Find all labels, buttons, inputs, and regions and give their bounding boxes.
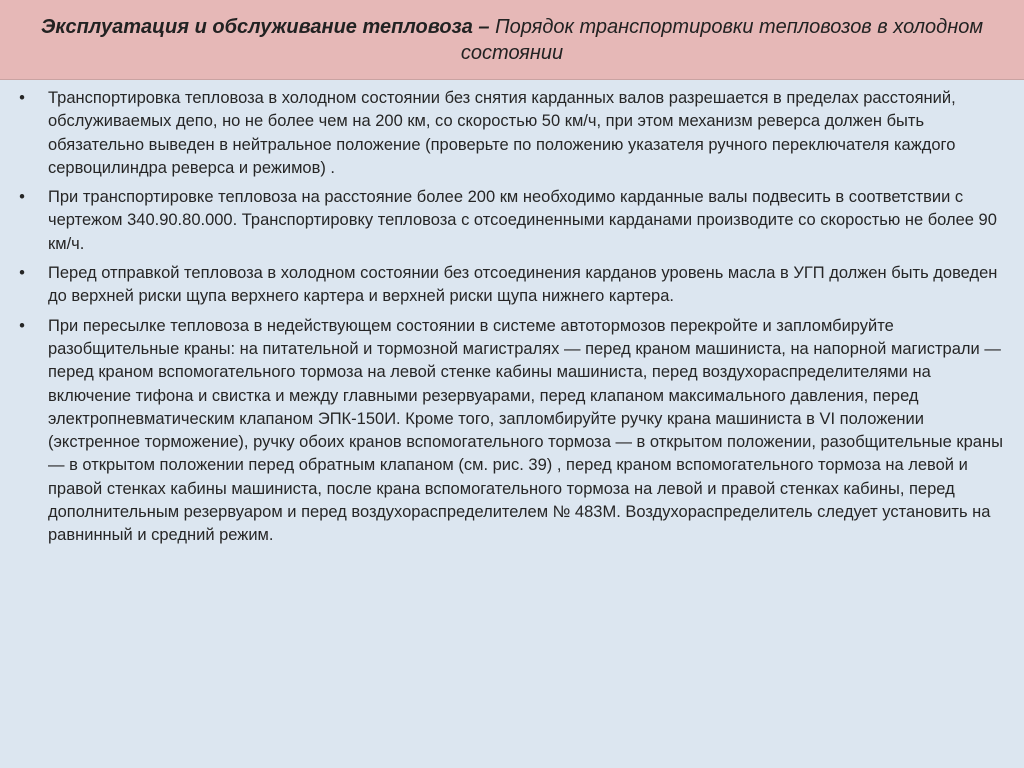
bullet-item xyxy=(16,315,1014,548)
bullet-item xyxy=(16,87,1014,180)
bullet-item xyxy=(16,186,1014,256)
bullet-text: Транспортировка тепловоза в холодном состоянии без снятия карданных валов разрешается в пределах расстояний, обслуживаемых депо, но не более чем на 200 км, со скоростью 50 км/ч, при этом механизм реверса должен быть обязательно выведен в нейтральное положение (проверьте по положению указателя ручного переключателя каждого сервоцилиндра реверса и режимов) . xyxy=(48,89,956,177)
bullet-icon: • xyxy=(19,188,25,207)
bullet-text: При транспортировке тепловоза на расстояние более 200 км необходимо карданные валы подвесить в соответствии с чертежом 340.90.80.000. Транспортировку тепловоза с отсоединенными карданами производите со скоростью не более 90 км/ч. xyxy=(48,188,997,253)
title-bar xyxy=(0,0,1024,80)
title-rest-part: Порядок транспортировки тепловозов в холодном состоянии xyxy=(460,16,984,64)
title-bold-part: Эксплуатация и обслуживание тепловоза – xyxy=(40,16,490,38)
content-area xyxy=(0,80,1024,768)
bullet-icon: • xyxy=(19,264,25,283)
bullet-icon: • xyxy=(19,89,25,107)
bullet-icon: • xyxy=(19,316,25,335)
bullet-list xyxy=(16,87,1014,548)
bullet-item xyxy=(16,262,1014,309)
bullet-text: Перед отправкой тепловоза в холодном состоянии без отсоединения карданов уровень масла в УГП должен быть доведен до верхней риски щупа верхнего картера и верхней риски щупа нижнего картера. xyxy=(48,264,998,306)
slide-title xyxy=(40,14,984,66)
bullet-text: При пересылке тепловоза в недействующем состоянии в системе автотормозов перекройте и запломбируйте разобщительные краны: на питательной и тормозной магистралях — перед краном машиниста, на напорной магистрали — перед краном вспомогательного тормоза на левой стенке кабины машиниста, перед воздухораспределителями на включение тифона и свистка и между главными резервуарами, перед клапаном максимального давления, перед электропневматическим клапаном ЭПК-150И. Кроме того, запломбируйте ручку крана машиниста в VI положении (экстренное торможение), ручку обоих кранов вспомогательного тормоза — в открытом положении, разобщительные краны — в открытом положении перед обратным клапаном (см. рис. 39) , перед краном вспомогательного тормоза на левой и правой стенках кабины машиниста, после крана вспомогательного тормоза на левой и правой стенках кабины, перед дополнительным резервуаром и перед воздухораспределителем № 483М. Воздухораспределитель следует установить на равнинный и средний режим. xyxy=(48,316,1003,545)
